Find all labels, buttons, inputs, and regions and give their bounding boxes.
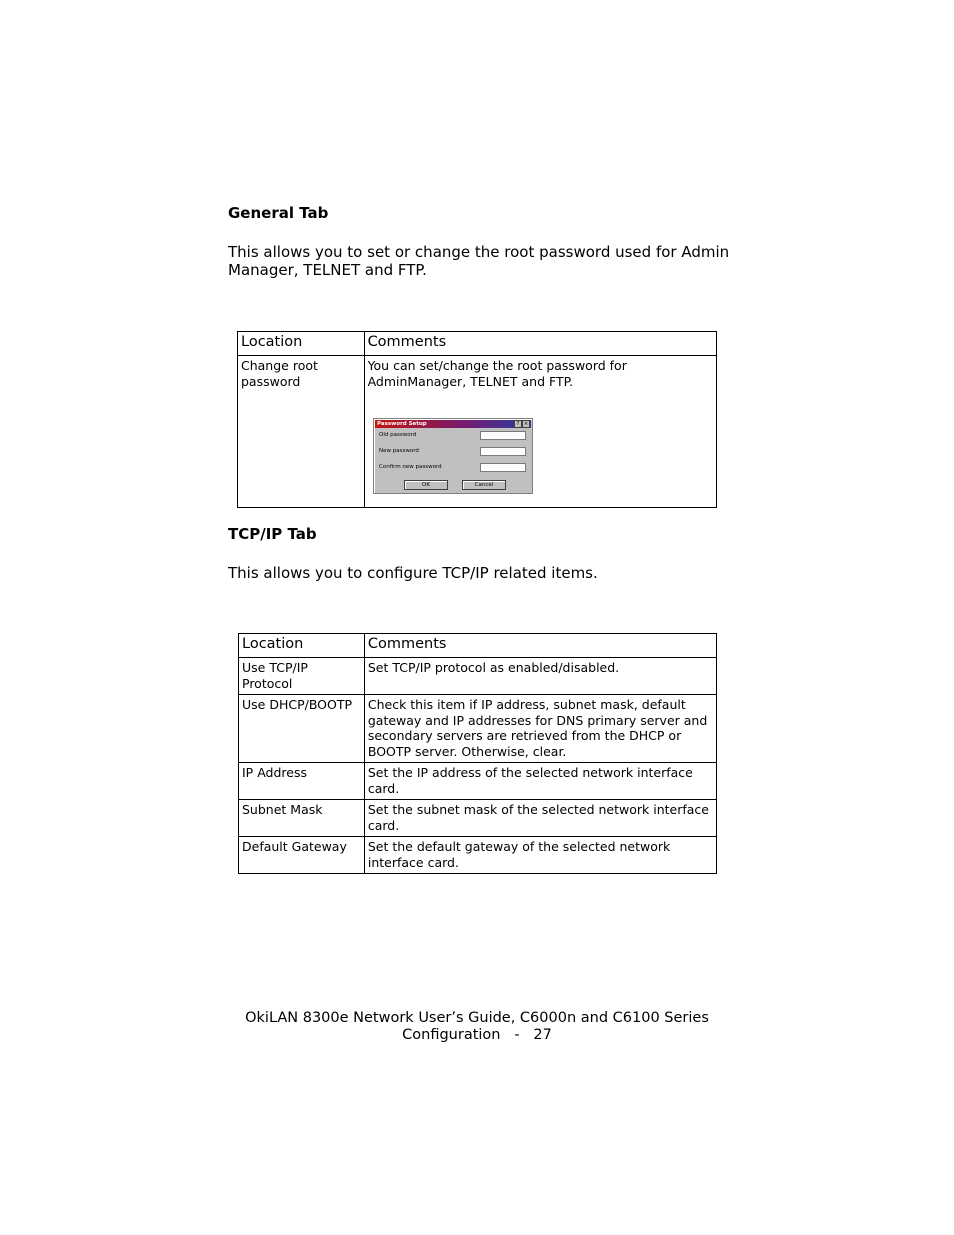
confirm-password-label: Confirm new password: [379, 464, 442, 470]
old-password-label: Old password: [379, 432, 417, 438]
row-comment: Set the subnet mask of the selected network interface card.: [364, 800, 716, 837]
new-password-label: New password: [379, 448, 419, 454]
footer: [0, 1010, 954, 1044]
footer-title: OkiLAN 8300e Network User’s Guide, C6000n and C6100 Series: [245, 1010, 709, 1026]
row-location: Subnet Mask: [239, 800, 365, 837]
table-header-row: [238, 332, 717, 356]
table-row: [239, 695, 717, 763]
row-location: Use TCP/IP Protocol: [239, 658, 365, 695]
help-icon: ?: [514, 420, 522, 428]
old-password-field: [480, 431, 526, 440]
row-location: Change root password: [238, 356, 365, 508]
confirm-password-field: [480, 463, 526, 472]
footer-page-number: Configuration - 27: [402, 1027, 552, 1043]
column-header-comments: Comments: [364, 634, 716, 658]
table-row: [239, 658, 717, 695]
table-row: [239, 800, 717, 837]
row-comment-text: You can set/change the root password for AdminManager, TELNET and FTP.: [367, 358, 627, 389]
row-comment: Set the IP address of the selected network interface card.: [364, 763, 716, 800]
tcpip-tab-table: [238, 633, 717, 874]
general-tab-heading: General Tab: [228, 204, 329, 222]
general-tab-intro: This allows you to set or change the root password used for Admin Manager, TELNET and FTP.: [228, 243, 730, 279]
column-header-location: Location: [238, 332, 365, 356]
password-setup-dialog: [373, 418, 533, 494]
row-comment: Check this item if IP address, subnet mask, default gateway and IP addresses for DNS primary server and secondary servers are retrieved from the DHCP or BOOTP server. Otherwise, clear.: [364, 695, 716, 763]
row-comment: Set TCP/IP protocol as enabled/disabled.: [364, 658, 716, 695]
dialog-title: Password Setup: [377, 421, 427, 427]
new-password-field: [480, 447, 526, 456]
table-row: [239, 763, 717, 800]
cancel-button: Cancel: [462, 480, 506, 490]
ok-button: OK: [404, 480, 448, 490]
row-location: Default Gateway: [239, 837, 365, 874]
table-header-row: [239, 634, 717, 658]
dialog-title-bar: [375, 420, 531, 428]
table-row: [239, 837, 717, 874]
row-location: IP Address: [239, 763, 365, 800]
column-header-comments: Comments: [364, 332, 716, 356]
column-header-location: Location: [239, 634, 365, 658]
row-location: Use DHCP/BOOTP: [239, 695, 365, 763]
close-icon: ×: [523, 421, 529, 427]
row-comment: Set the default gateway of the selected network interface card.: [364, 837, 716, 874]
tcpip-tab-intro: This allows you to configure TCP/IP related items.: [228, 564, 598, 582]
tcpip-tab-heading: TCP/IP Tab: [228, 525, 317, 543]
